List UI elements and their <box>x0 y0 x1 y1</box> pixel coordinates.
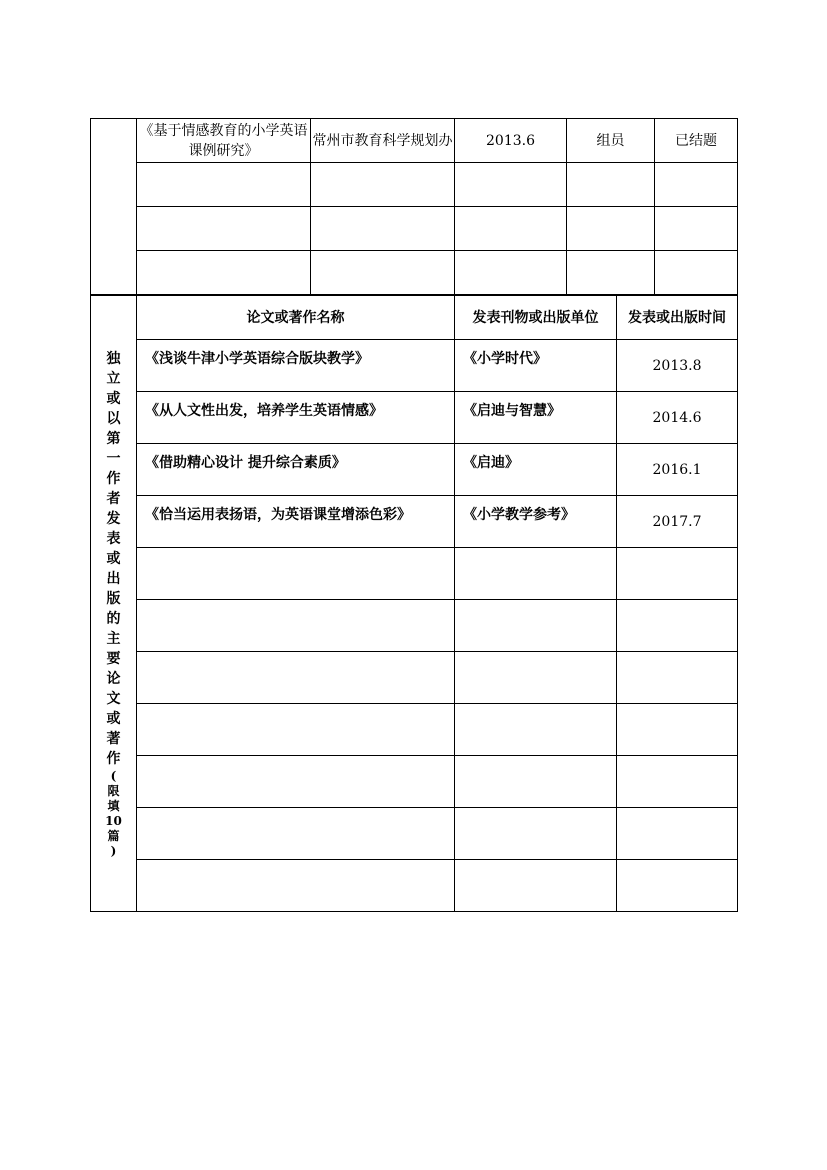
paper-time-cell <box>617 600 738 652</box>
project-unit-cell <box>311 163 455 207</box>
project-unit-cell <box>311 207 455 251</box>
paper-publisher-cell <box>455 860 617 912</box>
paper-title-cell: 《从人文性出发，培养学生英语情感》 <box>137 392 455 444</box>
projects-table <box>90 118 738 295</box>
header-title: 论文或著作名称 <box>137 296 455 340</box>
table-row <box>91 756 738 808</box>
paper-time-cell: 2013.8 <box>617 340 738 392</box>
table-row <box>91 808 738 860</box>
paper-time-cell <box>617 652 738 704</box>
project-name-cell <box>137 251 311 295</box>
table-row <box>91 163 738 207</box>
table-row <box>91 207 738 251</box>
project-date-cell: 2013.6 <box>455 119 567 163</box>
paper-time-cell <box>617 756 738 808</box>
table-row <box>91 496 738 548</box>
papers-table <box>90 295 738 912</box>
paper-time-cell <box>617 704 738 756</box>
table-row <box>91 444 738 496</box>
paper-time-cell <box>617 548 738 600</box>
paper-time-cell: 2016.1 <box>617 444 738 496</box>
project-name-cell <box>137 207 311 251</box>
paper-title-cell <box>137 808 455 860</box>
paper-publisher-cell <box>455 756 617 808</box>
project-status-cell <box>655 163 738 207</box>
header-time: 发表或出版时间 <box>617 296 738 340</box>
paper-title-cell <box>137 756 455 808</box>
table-row <box>91 119 738 163</box>
table-header-row <box>91 296 738 340</box>
paper-title-cell: 《浅谈牛津小学英语综合版块教学》 <box>137 340 455 392</box>
project-unit-cell: 常州市教育科学规划办 <box>311 119 455 163</box>
table-row <box>91 860 738 912</box>
project-date-cell <box>455 207 567 251</box>
paper-publisher-cell: 《启迪》 <box>455 444 617 496</box>
project-date-cell <box>455 163 567 207</box>
project-role-cell: 组员 <box>567 119 655 163</box>
paper-time-cell <box>617 860 738 912</box>
table-row <box>91 704 738 756</box>
project-status-cell: 已结题 <box>655 119 738 163</box>
table-row <box>91 251 738 295</box>
paper-time-cell <box>617 808 738 860</box>
paper-publisher-cell: 《小学教学参考》 <box>455 496 617 548</box>
project-date-cell <box>455 251 567 295</box>
projects-side-label-cell <box>91 119 137 295</box>
paper-time-cell: 2014.6 <box>617 392 738 444</box>
project-role-cell <box>567 163 655 207</box>
table-row <box>91 340 738 392</box>
table-row <box>91 548 738 600</box>
paper-publisher-cell <box>455 652 617 704</box>
project-status-cell <box>655 251 738 295</box>
paper-title-cell <box>137 704 455 756</box>
table-row <box>91 600 738 652</box>
paper-publisher-cell <box>455 808 617 860</box>
table-row <box>91 652 738 704</box>
paper-title-cell <box>137 860 455 912</box>
papers-side-label: 独 立 或 以 第 一 作 者 发 表 或 出 版 的 主 要 论 文 或 著 作 ( 限 填 10 篇 ) <box>91 296 137 912</box>
project-name-cell: 《基于情感教育的小学英语课例研究》 <box>137 119 311 163</box>
paper-publisher-cell <box>455 548 617 600</box>
paper-title-cell: 《恰当运用表扬语，为英语课堂增添色彩》 <box>137 496 455 548</box>
paper-title-cell <box>137 652 455 704</box>
project-role-cell <box>567 207 655 251</box>
paper-publisher-cell: 《小学时代》 <box>455 340 617 392</box>
header-publisher: 发表刊物或出版单位 <box>455 296 617 340</box>
paper-time-cell: 2017.7 <box>617 496 738 548</box>
project-unit-cell <box>311 251 455 295</box>
project-role-cell <box>567 251 655 295</box>
paper-publisher-cell <box>455 704 617 756</box>
paper-title-cell <box>137 600 455 652</box>
paper-publisher-cell: 《启迪与智慧》 <box>455 392 617 444</box>
project-status-cell <box>655 207 738 251</box>
project-name-cell <box>137 163 311 207</box>
paper-title-cell: 《借助精心设计 提升综合素质》 <box>137 444 455 496</box>
paper-publisher-cell <box>455 600 617 652</box>
table-row <box>91 392 738 444</box>
paper-title-cell <box>137 548 455 600</box>
